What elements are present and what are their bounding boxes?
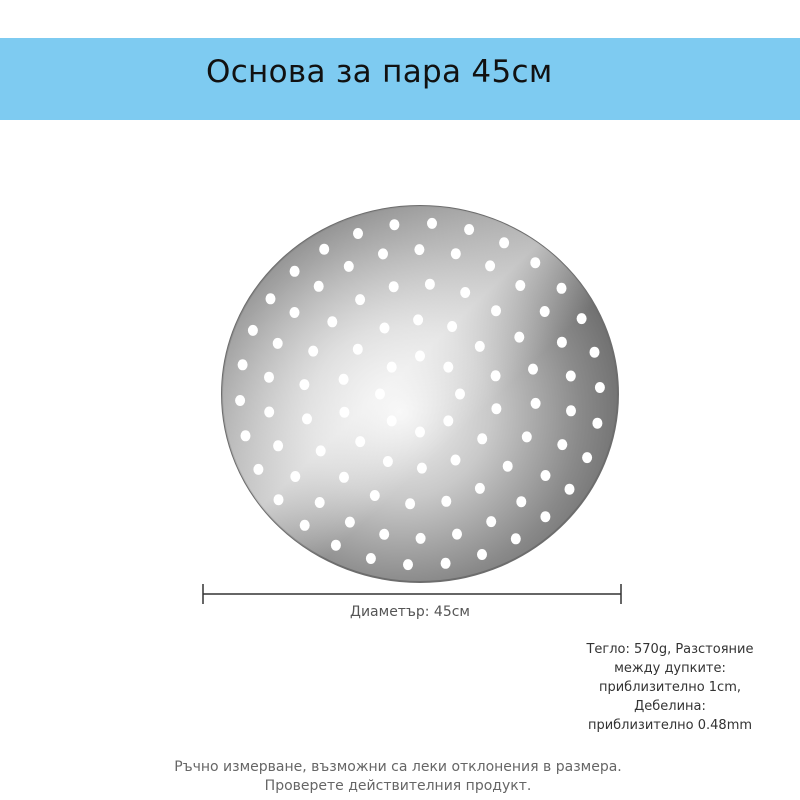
plate-hole [241,430,251,441]
plate-hole [590,347,600,358]
plate-hole [366,553,376,564]
plate-hole [405,498,415,509]
plate-hole [485,260,495,271]
plate-hole [339,407,349,418]
plate-hole [460,287,470,298]
plate-hole [248,325,258,336]
plate-hole [475,483,485,494]
plate-hole [451,248,461,259]
plate-hole [300,520,310,531]
plate-hole [389,281,399,292]
plate-hole [370,490,380,501]
plate-hole [383,456,393,467]
plate-hole [441,558,451,569]
spec-block [560,640,780,735]
plate-hole [443,415,453,426]
plate-hole [511,533,521,544]
plate-hole [541,470,551,481]
plate-hole [425,279,435,290]
plate-hole [566,371,576,382]
plate-hole [528,364,538,375]
plate-hole [315,497,325,508]
plate-hole [389,219,399,230]
plate-hole [557,283,567,294]
plate-hole [319,244,329,255]
plate-hole [290,266,300,277]
plate-hole [378,248,388,259]
plate-hole [339,472,349,483]
plate-hole [566,405,576,416]
plate-hole [427,218,437,229]
plate-hole [595,382,605,393]
plate-hole [557,439,567,450]
plate-hole [331,540,341,551]
steamer-plate-image [220,204,620,584]
plate-hole [592,418,602,429]
measurement-note [100,758,696,796]
plate-hole [264,407,274,418]
plate-hole [314,281,324,292]
spec-line: Тегло: 570g, Разстояние [586,642,754,657]
plate-hole [577,313,587,324]
plate-hole [353,344,363,355]
plate-hole [416,533,426,544]
plate-hole [375,389,385,400]
plate-hole [515,280,525,291]
plate-hole [235,395,245,406]
plate-hole [355,294,365,305]
plate-hole [264,372,274,383]
plate-hole [339,374,349,385]
plate-hole [477,549,487,560]
note-line: Ръчно измерване, възможни са леки отклонения в размера. [174,759,622,775]
plate-hole [514,332,524,343]
plate-hole [299,379,309,390]
plate-hole [491,305,501,316]
plate-hole [273,338,283,349]
plate-hole [451,455,461,466]
plate-hole [441,496,451,507]
plate-hole [290,471,300,482]
spec-line: приблизително 1cm, [598,680,742,695]
plate-hole [455,389,465,400]
plate-hole [253,464,263,475]
plate-hole [503,461,513,472]
plate-hole [491,403,501,414]
plate-hole [477,433,487,444]
spec-line: приблизително 0.48mm [587,718,753,733]
plate-hole [355,436,365,447]
plate-hole [464,224,474,235]
plate-hole [565,484,575,495]
plate-hole [417,463,427,474]
plate-hole [452,529,462,540]
plate-hole [540,306,550,317]
diameter-label: Диаметър: 45см [350,604,470,620]
plate-hole [499,237,509,248]
plate-hole [380,323,390,334]
plate-hole [413,314,423,325]
spec-line: между дупките: [614,661,726,676]
plate-hole [516,496,526,507]
plate-hole [344,261,354,272]
plate-hole [403,559,413,570]
plate-hole [316,445,326,456]
page-title: Основа за пара 45см [206,54,553,90]
plate-hole [327,316,337,327]
plate-hole [302,413,312,424]
plate-hole [266,293,276,304]
plate-hole [238,359,248,370]
plate-hole [353,228,363,239]
plate-hole [345,517,355,528]
plate-hole [415,351,425,362]
plate-hole [414,244,424,255]
spec-line: Дебелина: [634,699,706,714]
plate-hole [387,362,397,373]
plate-hole [531,398,541,409]
plate-hole [522,431,532,442]
plate-hole [486,516,496,527]
plate-hole [540,511,550,522]
plate-hole [447,321,457,332]
plate-hole [273,440,283,451]
plate-hole [387,415,397,426]
plate-hole [379,529,389,540]
plate-hole [415,427,425,438]
plate-hole [290,307,300,318]
plate-hole [530,257,540,268]
plate-hole [557,337,567,348]
plate-hole [308,346,318,357]
note-line: Проверете действителния продукт. [264,778,532,794]
plate-hole [443,362,453,373]
plate-hole [475,341,485,352]
plate-hole [274,494,284,505]
plate-hole [582,452,592,463]
plate-hole [491,370,501,381]
